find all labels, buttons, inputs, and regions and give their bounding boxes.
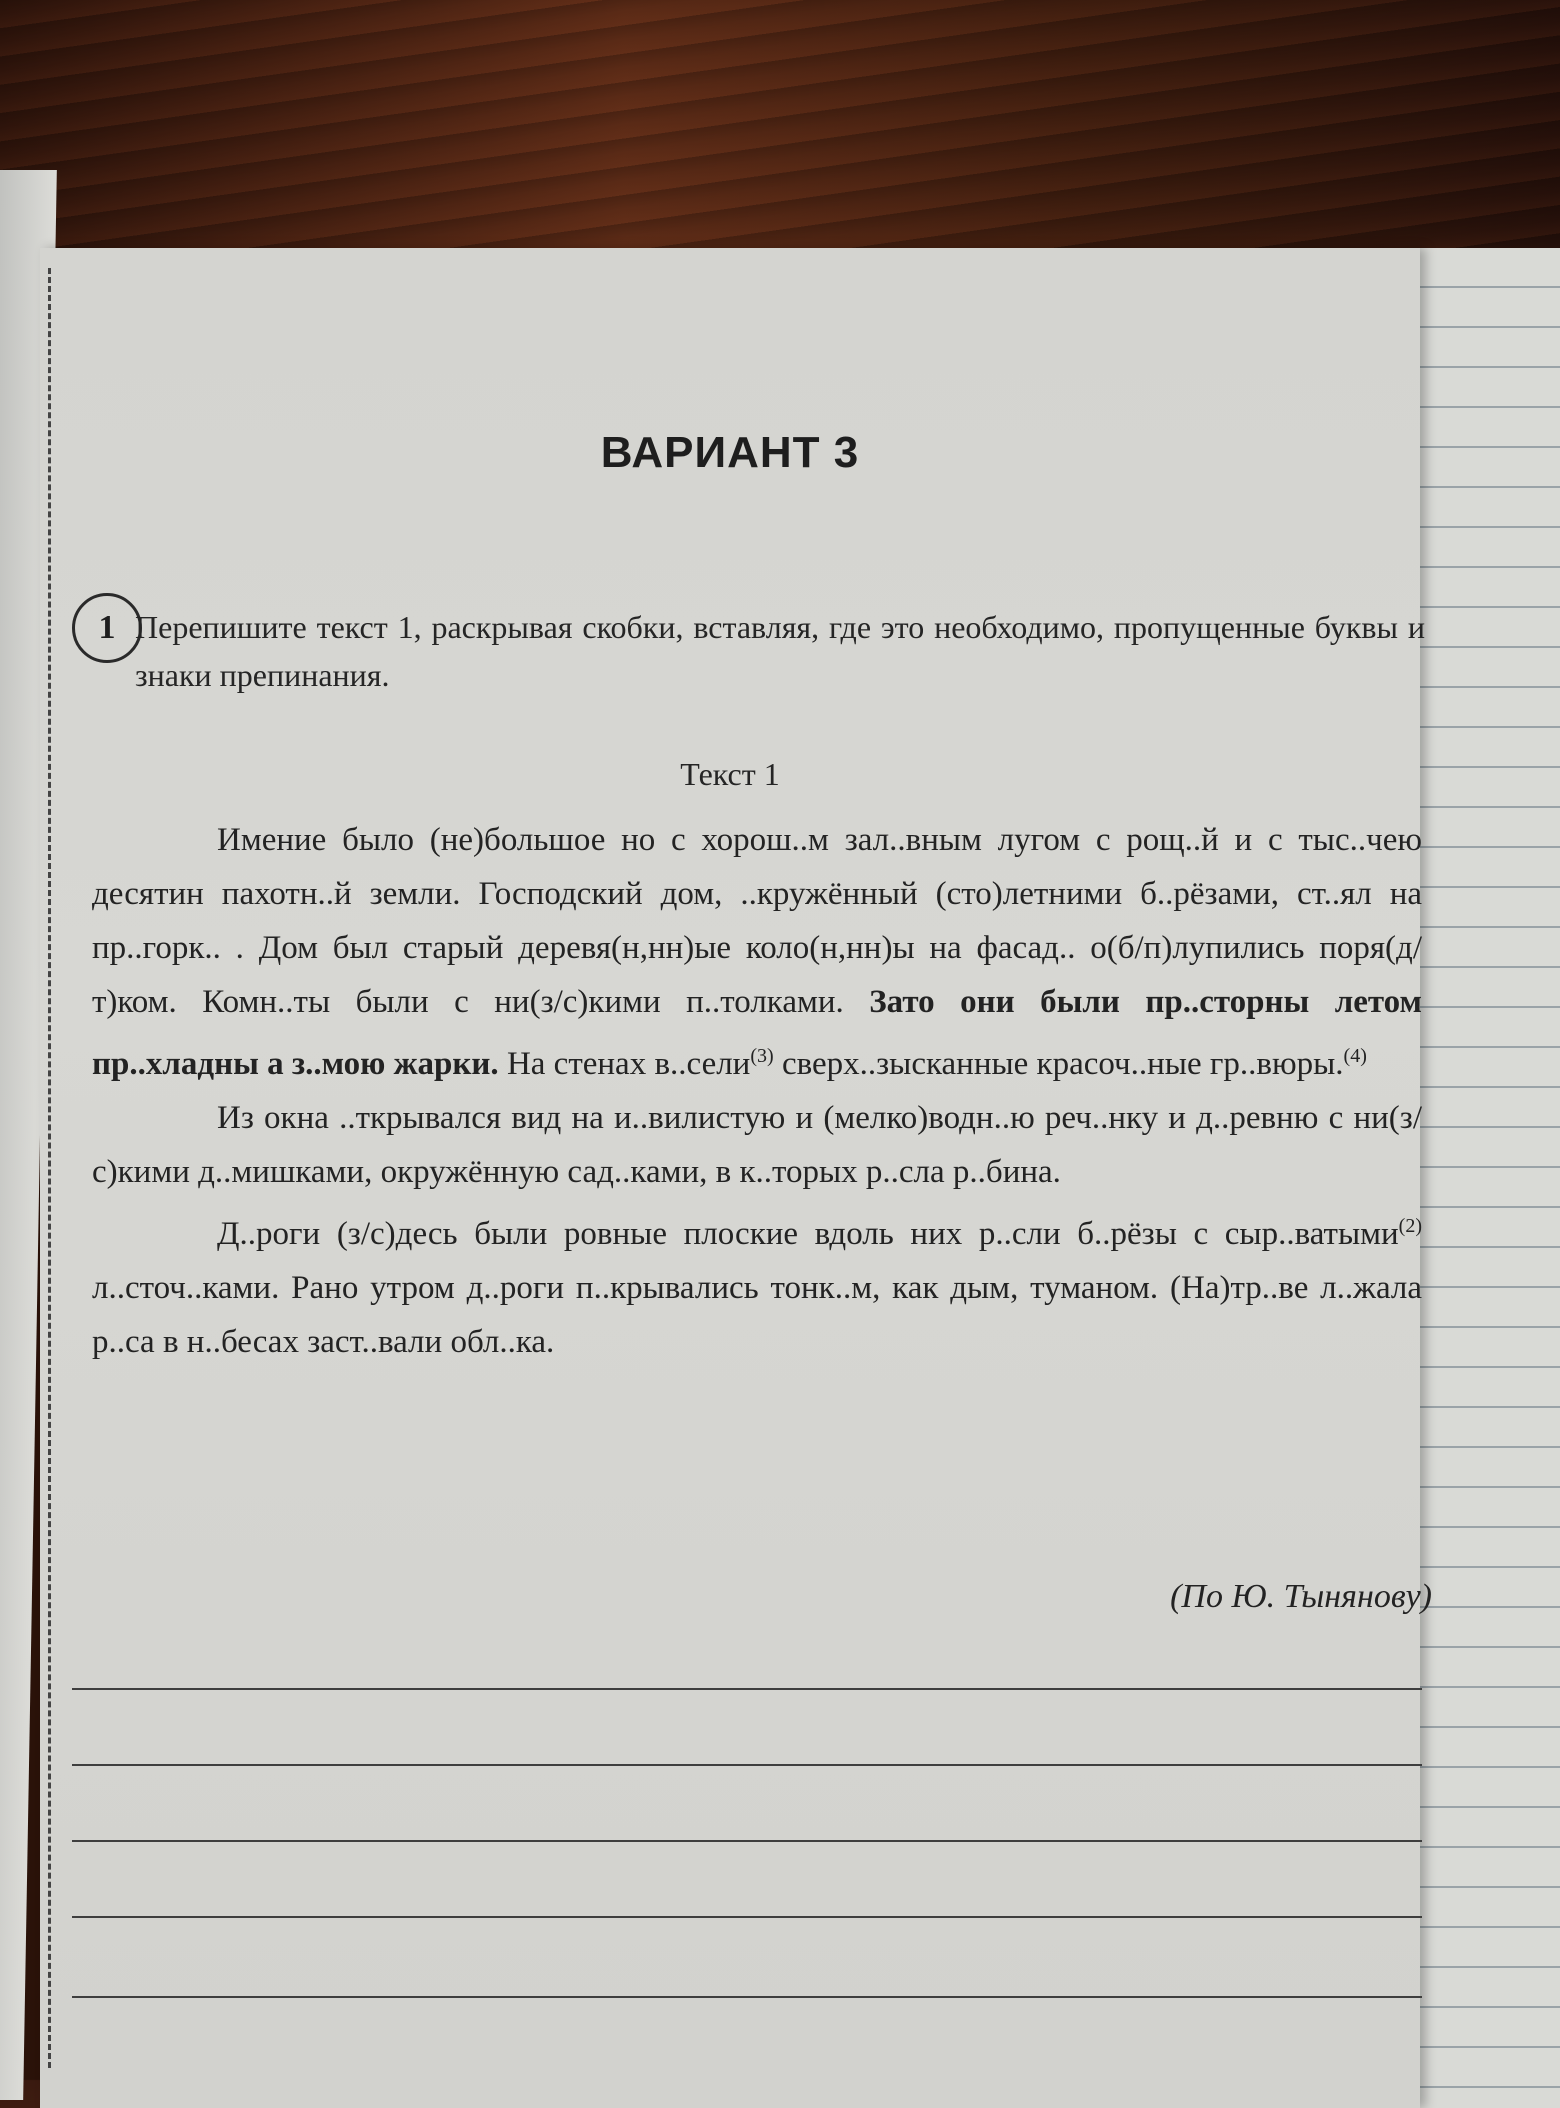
text-title: Текст 1 — [680, 756, 780, 792]
paragraph-1-part-2: На стенах в..сели — [506, 1046, 751, 1082]
answer-sheet-edge — [1400, 248, 1560, 2108]
footnote-mark-4: (4) — [1343, 1045, 1367, 1067]
paragraph-3 — [92, 1199, 1422, 1369]
variant-title: ВАРИАНТ 3 — [600, 428, 860, 477]
answer-line-1[interactable] — [72, 1688, 1422, 1690]
workbook-page — [40, 248, 1432, 2108]
answer-line-3[interactable] — [72, 1840, 1422, 1842]
task-number-badge: 1 — [72, 593, 142, 663]
paragraph-3-part-1: Д..роги (з/с)десь были ровные плоские вдоль них р..сли б..рёзы с сыр..ватыми — [217, 1216, 1399, 1252]
paragraph-1-part-1: Имение было (не)большое но с хорош..м зал..вным лугом с рощ..й и с тыс..чею десятин пахотн..й земли. Господский дом, ..кружённый (сто)летними б..рёзами, ст..ял на пр..горк.. . Дом был старый деревя(н,нн)ые коло(н,нн)ы на фасад.. о(б/п)лупились поря(д/т)ком. Комн..ты были с ни(з/с)кими п..толками. — [92, 822, 1422, 1020]
exercise-text — [92, 813, 1422, 1369]
task-instruction: Перепишите текст 1, раскрывая скобки, вставляя, где это необходимо, пропущенные буквы и знаки препинания. — [135, 609, 1425, 693]
answer-line-2[interactable] — [72, 1764, 1422, 1766]
paragraph-3-part-2: л..сточ..ками. Рано утром д..роги п..крывались тонк..м, как дым, туманом. (На)тр..ве л..жала р..са в н..бесах заст..вали обл..ка. — [92, 1270, 1422, 1360]
cut-line — [48, 268, 51, 2068]
paragraph-1 — [92, 813, 1422, 1091]
paragraph-1-bold-sentence: Зато они были пр..сторны летом пр..хладны а з..мою жарки. — [92, 984, 1423, 1082]
paragraph-2: Из окна ..ткрывался вид на и..вилистую и (мелко)водн..ю реч..нку и д..ревню с ни(з/с)кими д..мишками, окружённую сад..ками, в к..торых р..сла р..бина. — [92, 1100, 1422, 1190]
answer-line-5[interactable] — [72, 1996, 1422, 1998]
paragraph-1-part-3: сверх..зысканные красоч..ные гр..вюры. — [781, 1046, 1344, 1082]
table-surface — [0, 0, 1560, 260]
answer-line-4[interactable] — [72, 1916, 1422, 1918]
footnote-mark-3: (3) — [750, 1045, 774, 1067]
footnote-mark-2: (2) — [1398, 1215, 1422, 1237]
author-attribution: (По Ю. Тынянову) — [1170, 1578, 1432, 1615]
